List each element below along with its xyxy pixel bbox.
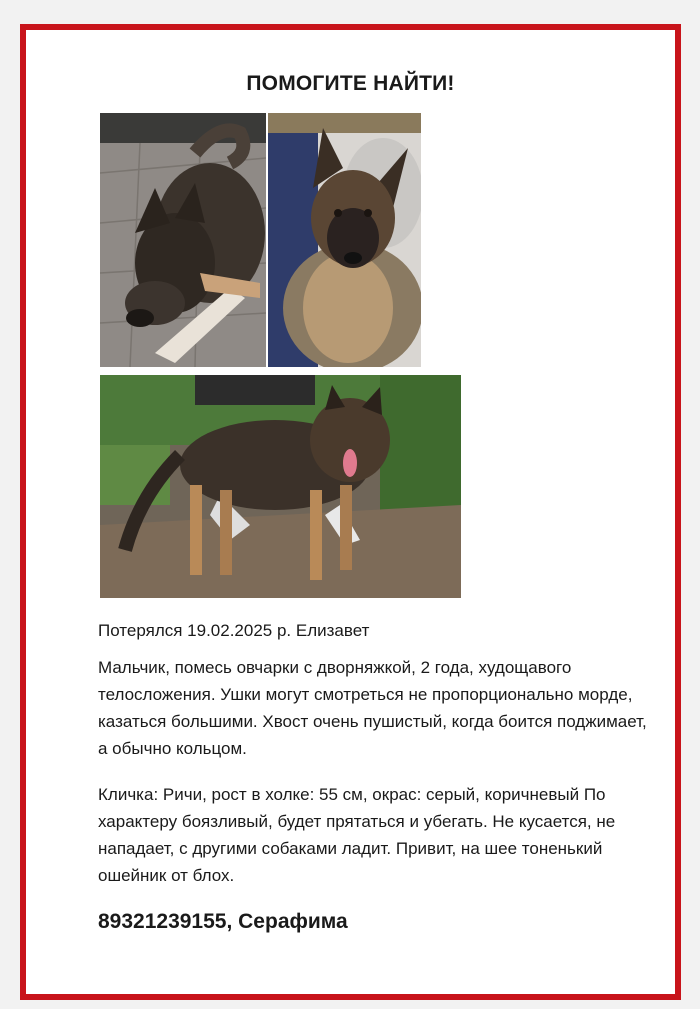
dog-description: Мальчик, помесь овчарки с дворняжкой, 2 года, худощавого телосложения. Ушки могут смотреться не пропорционально морде, казаться большими. Хвост очень пушистый, когда боится поджимает, а обычно кольцом. — [98, 658, 647, 758]
poster-title: ПОМОГИТЕ НАЙТИ! — [246, 72, 455, 95]
dog-photo-lying — [100, 113, 266, 367]
dog-details: Кличка: Ричи, рост в холке: 55 см, окрас: серый, коричневый По характеру боязливый, будет прятаться и убегать. Не кусается, не нападает, с другими собаками ладит. Привит, на шее тоненький ошейник от блох. — [98, 785, 616, 885]
contact-phone: 89321239155, Серафима — [98, 910, 348, 933]
dog-photo-standing — [100, 375, 461, 598]
poster-frame — [20, 24, 681, 1000]
lost-date-text: Потерялся 19.02.2025 р. Елизавет — [98, 621, 370, 640]
dog-photo-sitting — [268, 113, 421, 367]
